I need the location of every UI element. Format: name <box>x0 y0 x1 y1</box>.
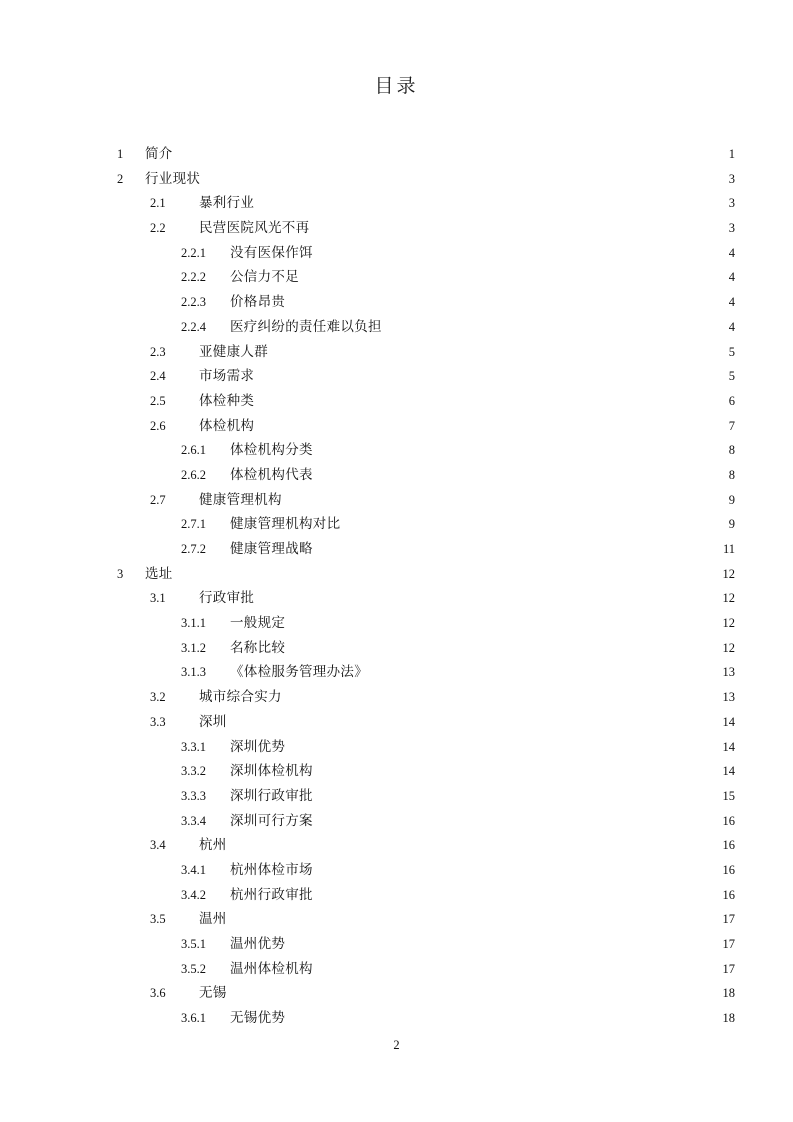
toc-entry-page-number: 3 <box>728 221 735 236</box>
toc-entry[interactable] <box>0 167 793 192</box>
toc-entry-label: 名称比较 <box>230 639 286 655</box>
toc-dot-leader <box>285 488 717 501</box>
toc-entry-page-number: 12 <box>722 566 735 581</box>
toc-entry[interactable] <box>0 710 793 735</box>
toc-entry[interactable] <box>0 636 793 661</box>
toc-dot-leader <box>316 858 717 871</box>
toc-entry[interactable] <box>0 216 793 241</box>
toc-entry-label: 深圳优势 <box>230 738 286 754</box>
toc-entry-page-number: 14 <box>722 764 735 779</box>
toc-entry-page-number: 16 <box>722 887 735 902</box>
toc-entry-number: 3.5.2 <box>181 961 206 976</box>
toc-entry-label: 无锡优势 <box>230 1010 286 1026</box>
toc-entry-label: 体检机构代表 <box>230 466 313 482</box>
toc-entry-page-number: 4 <box>728 270 735 285</box>
toc-entry-number: 2.6.2 <box>181 467 206 482</box>
toc-entry-number: 2.7.1 <box>181 517 206 532</box>
toc-entry-page-number: 16 <box>722 862 735 877</box>
toc-entry[interactable] <box>0 611 793 636</box>
toc-entry-page-number: 12 <box>722 640 735 655</box>
toc-entry-number: 2.2.3 <box>181 295 206 310</box>
toc-entry-number: 3.5 <box>150 912 166 927</box>
toc-entry-label: 健康管理机构对比 <box>230 516 341 532</box>
toc-dot-leader <box>257 586 717 599</box>
toc-entry[interactable] <box>0 463 793 488</box>
toc-entry-number: 3.1.3 <box>181 665 206 680</box>
toc-dot-leader <box>316 537 717 550</box>
toc-entry-label: 价格昂贵 <box>230 294 286 310</box>
toc-entry[interactable] <box>0 833 793 858</box>
toc-dot-leader <box>176 142 717 155</box>
toc-entry-page-number: 12 <box>722 591 735 606</box>
toc-entry[interactable] <box>0 784 793 809</box>
toc-entry[interactable] <box>0 364 793 389</box>
toc-entry[interactable] <box>0 265 793 290</box>
toc-entry[interactable] <box>0 957 793 982</box>
page-title: 目录 <box>374 76 419 97</box>
toc-entry-page-number: 3 <box>728 196 735 211</box>
toc-entry[interactable] <box>0 414 793 439</box>
toc-entry-number: 3.6 <box>150 986 166 1001</box>
toc-entry-page-number: 4 <box>728 245 735 260</box>
toc-entry-label: 无锡 <box>199 985 227 1001</box>
toc-entry-number: 2.2 <box>150 221 166 236</box>
toc-entry[interactable] <box>0 241 793 266</box>
toc-dot-leader <box>230 710 717 723</box>
toc-entry[interactable] <box>0 142 793 167</box>
toc-entry[interactable] <box>0 315 793 340</box>
toc-dot-leader <box>230 981 717 994</box>
toc-dot-leader <box>316 809 717 822</box>
toc-entry[interactable] <box>0 759 793 784</box>
toc-entry-number: 2.1 <box>150 196 166 211</box>
toc-entry-label: 行业现状 <box>145 170 201 186</box>
toc-entry-label: 《体检服务管理办法》 <box>230 664 368 680</box>
toc-entry-number: 3.3.4 <box>181 813 206 828</box>
toc-dot-leader <box>176 562 717 575</box>
toc-entry[interactable] <box>0 537 793 562</box>
toc-entry-label: 健康管理战略 <box>230 541 313 556</box>
toc-dot-leader <box>257 191 717 204</box>
toc-entry-number: 3.4.2 <box>181 887 206 902</box>
toc-entry-page-number: 12 <box>722 616 735 631</box>
toc-entry-number: 2.2.2 <box>181 270 206 285</box>
toc-dot-leader <box>288 636 717 649</box>
toc-entry[interactable] <box>0 389 793 414</box>
toc-entry-number: 2.2.4 <box>181 319 206 334</box>
toc-entry-number: 3 <box>117 566 124 581</box>
toc-dot-leader <box>230 907 717 920</box>
toc-entry-page-number: 5 <box>728 344 735 359</box>
toc-entry-page-number: 8 <box>728 443 735 458</box>
toc-dot-leader <box>288 611 717 624</box>
toc-entry-page-number: 7 <box>728 418 735 433</box>
toc-entry-page-number: 18 <box>722 1011 735 1026</box>
toc-entry-label: 没有医保作饵 <box>230 244 313 260</box>
toc-entry[interactable] <box>0 488 793 513</box>
toc-entry-number: 2.7.2 <box>181 542 206 556</box>
toc-entry-page-number: 14 <box>722 739 735 754</box>
toc-entry-label: 深圳可行方案 <box>230 812 313 828</box>
toc-entry[interactable] <box>0 562 793 587</box>
toc-entry[interactable] <box>0 660 793 685</box>
toc-entry-page-number: 18 <box>722 986 735 1001</box>
toc-entry-number: 3.3.3 <box>181 788 206 803</box>
toc-dot-leader <box>302 265 717 278</box>
toc-entry-label: 温州优势 <box>230 936 286 951</box>
toc-entry-label: 民营医院风光不再 <box>199 220 310 236</box>
toc-entry-number: 3.4.1 <box>181 862 206 877</box>
toc-dot-leader <box>316 241 717 254</box>
toc-entry-page-number: 17 <box>722 961 735 976</box>
toc-entry-number: 2 <box>117 171 124 186</box>
toc-entry-page-number: 11 <box>722 542 735 556</box>
toc-dot-leader <box>312 216 717 229</box>
toc-entry[interactable] <box>0 438 793 463</box>
toc-dot-leader <box>316 759 717 772</box>
toc-dot-leader <box>316 784 717 797</box>
toc-entry-page-number: 9 <box>728 517 735 532</box>
toc-entry[interactable] <box>0 981 793 1006</box>
toc-entry-page-number: 4 <box>728 295 735 310</box>
toc-entry-number: 1 <box>117 147 124 161</box>
toc-dot-leader <box>285 685 717 698</box>
toc-entry-number: 2.6 <box>150 418 166 433</box>
toc-dot-leader <box>316 883 717 896</box>
toc-entry-number: 2.2.1 <box>181 245 206 260</box>
toc-entry-number: 3.3 <box>150 714 166 729</box>
table-of-contents <box>0 142 793 1031</box>
toc-entry[interactable] <box>0 735 793 760</box>
footer-page-number: 2 <box>393 1038 400 1052</box>
toc-entry[interactable] <box>0 290 793 315</box>
toc-entry[interactable] <box>0 907 793 932</box>
toc-entry-label: 温州体检机构 <box>230 960 313 976</box>
toc-entry-label: 温州 <box>199 911 227 927</box>
toc-entry[interactable] <box>0 1006 793 1031</box>
toc-entry[interactable] <box>0 191 793 216</box>
toc-entry-number: 3.3.1 <box>181 739 206 754</box>
toc-entry-label: 体检机构分类 <box>230 442 313 458</box>
toc-entry-page-number: 16 <box>722 813 735 828</box>
toc-entry-label: 深圳 <box>199 713 227 729</box>
toc-entry-label: 体检机构 <box>199 417 255 433</box>
toc-entry[interactable] <box>0 512 793 537</box>
toc-entry-page-number: 17 <box>722 912 735 927</box>
toc-entry-page-number: 15 <box>722 788 735 803</box>
toc-entry-number: 3.5.1 <box>181 937 206 951</box>
toc-entry[interactable] <box>0 858 793 883</box>
toc-dot-leader <box>257 389 717 402</box>
toc-entry-label: 选址 <box>145 565 173 581</box>
toc-entry-page-number: 13 <box>722 665 735 680</box>
toc-dot-leader <box>288 932 717 945</box>
toc-dot-leader <box>288 735 717 748</box>
toc-entry-label: 深圳体检机构 <box>230 763 313 779</box>
toc-entry-page-number: 5 <box>728 369 735 384</box>
toc-dot-leader <box>257 414 717 427</box>
toc-entry-label: 公信力不足 <box>230 269 299 285</box>
toc-dot-leader <box>343 512 717 525</box>
toc-dot-leader <box>288 290 717 303</box>
toc-entry-number: 3.3.2 <box>181 764 206 779</box>
toc-entry-label: 杭州 <box>199 837 227 853</box>
toc-entry-page-number: 17 <box>722 937 735 951</box>
toc-dot-leader <box>288 1006 717 1019</box>
toc-dot-leader <box>316 957 717 970</box>
toc-entry-number: 3.1.1 <box>181 616 206 631</box>
toc-entry-label: 市场需求 <box>199 368 255 384</box>
toc-entry-label: 深圳行政审批 <box>230 787 313 803</box>
toc-entry[interactable] <box>0 883 793 908</box>
toc-dot-leader <box>203 167 717 180</box>
toc-entry-number: 3.2 <box>150 690 166 705</box>
toc-entry-number: 3.6.1 <box>181 1011 206 1026</box>
toc-entry-label: 暴利行业 <box>199 195 255 211</box>
toc-entry-number: 2.4 <box>150 369 166 384</box>
toc-entry-page-number: 16 <box>722 838 735 853</box>
toc-entry-page-number: 1 <box>728 147 735 161</box>
toc-entry-label: 体检种类 <box>199 392 255 408</box>
toc-entry-number: 3.1 <box>150 591 166 606</box>
toc-entry-label: 亚健康人群 <box>199 343 268 359</box>
toc-dot-leader <box>316 463 717 476</box>
toc-entry-label: 健康管理机构 <box>199 491 282 507</box>
toc-dot-leader <box>230 833 717 846</box>
toc-entry-label: 杭州体检市场 <box>230 861 313 877</box>
toc-entry-page-number: 13 <box>722 690 735 705</box>
toc-entry-label: 城市综合实力 <box>199 689 282 705</box>
toc-entry-number: 3.1.2 <box>181 640 206 655</box>
toc-entry-label: 杭州行政审批 <box>230 886 313 902</box>
toc-entry[interactable] <box>0 932 793 957</box>
toc-entry[interactable] <box>0 586 793 611</box>
toc-dot-leader <box>257 364 717 377</box>
toc-entry-label: 行政审批 <box>199 590 255 606</box>
toc-entry-number: 2.3 <box>150 344 166 359</box>
toc-entry-page-number: 4 <box>728 319 735 334</box>
toc-entry-label: 简介 <box>145 146 173 161</box>
toc-entry-page-number: 3 <box>728 171 735 186</box>
toc-entry-number: 2.6.1 <box>181 443 206 458</box>
toc-dot-leader <box>271 340 717 353</box>
toc-dot-leader <box>385 315 717 328</box>
toc-entry[interactable] <box>0 340 793 365</box>
toc-entry[interactable] <box>0 685 793 710</box>
toc-entry-page-number: 6 <box>728 393 735 408</box>
toc-entry-label: 一般规定 <box>230 615 286 631</box>
toc-dot-leader <box>371 660 717 673</box>
toc-entry-number: 3.4 <box>150 838 166 853</box>
toc-entry-page-number: 8 <box>728 467 735 482</box>
toc-entry-page-number: 9 <box>728 492 735 507</box>
toc-entry-label: 医疗纠纷的责任难以负担 <box>230 318 382 334</box>
toc-entry-number: 2.7 <box>150 492 166 507</box>
toc-entry-page-number: 14 <box>722 714 735 729</box>
toc-dot-leader <box>316 438 717 451</box>
toc-entry[interactable] <box>0 809 793 834</box>
toc-entry-number: 2.5 <box>150 393 166 408</box>
